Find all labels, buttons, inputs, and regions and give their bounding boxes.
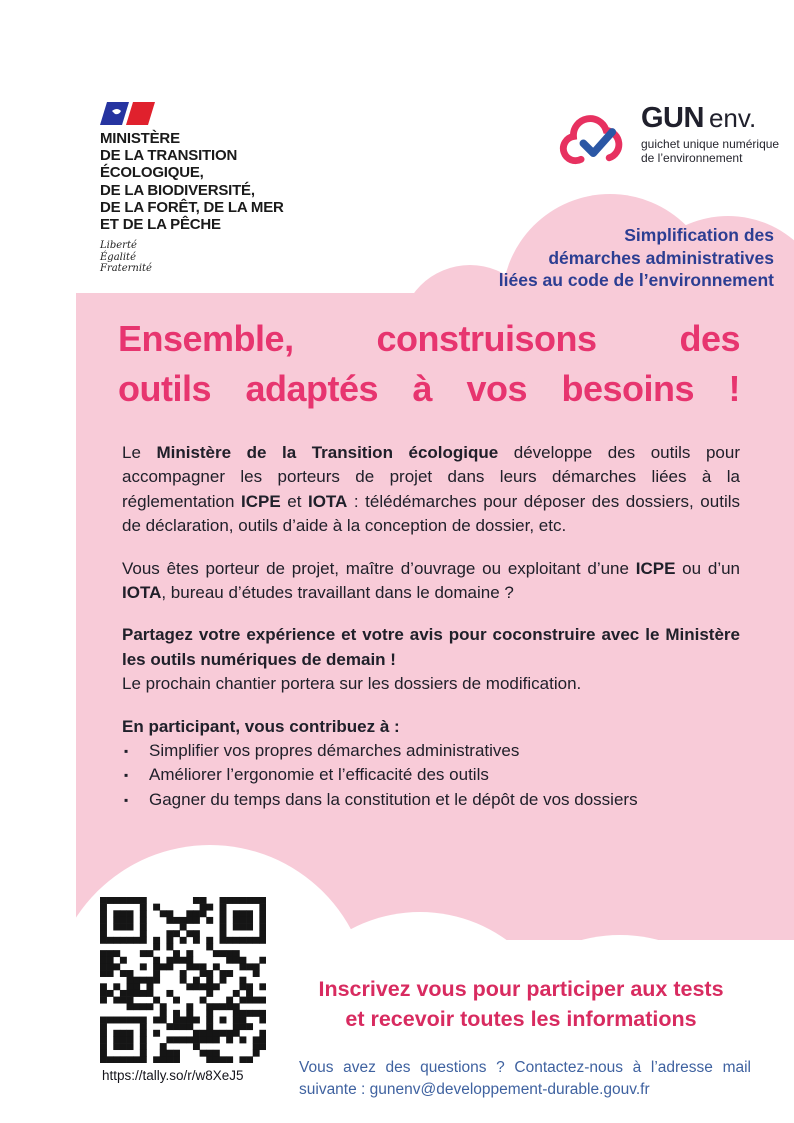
ministry-name-line: DE LA TRANSITION: [100, 147, 238, 165]
ministry-name-line: ÉCOLOGIQUE,: [100, 164, 204, 182]
signup-cta-line2: et recevoir toutes les informations: [345, 1007, 697, 1031]
gun-wordmark: [641, 100, 779, 165]
banner-line: liées au code de l’environnement: [498, 270, 774, 290]
gun-logo: [556, 100, 779, 170]
main-title-line2: outils adaptés à vos besoins !: [118, 368, 740, 409]
cloud-banner: [404, 224, 774, 292]
gun-subtitle-line: de l’environnement: [641, 151, 743, 165]
motto-line: Liberté: [100, 240, 137, 252]
ministry-name: [100, 130, 284, 233]
benefits-list: [122, 739, 740, 812]
contact-text: [299, 1057, 751, 1101]
list-item: ▪ Gagner du temps dans la constitution et le dépôt de vos dossiers: [122, 788, 740, 812]
cloud-check-icon: [556, 100, 632, 170]
list-item: ▪ Améliorer l’ergonomie et l’efficacité des outils: [122, 763, 740, 787]
republic-motto: [100, 240, 284, 275]
ministry-name-line: MINISTÈRE: [100, 130, 180, 147]
qr-url-link[interactable]: https://tally.so/r/w8XeJ5: [102, 1068, 244, 1083]
banner-line: démarches administratives: [548, 247, 774, 268]
contact-question: Vous avez des questions ? Contactez-nous à l’adresse mail suivante :: [299, 1058, 751, 1098]
motto-line: Fraternité: [100, 263, 152, 275]
main-title: [118, 314, 740, 414]
motto-line: Égalité: [100, 251, 136, 263]
share-cta-paragraph: Partagez votre expérience et votre avis pour coconstruire avec le Ministère les outils numériques de demain !: [122, 625, 740, 669]
signup-cta-line1: Inscrivez vous pour participer aux tests: [318, 977, 724, 1001]
main-title-line1: Ensemble, construisons des: [118, 318, 740, 359]
next-project-paragraph: Le prochain chantier portera sur les dossiers de modification.: [122, 674, 582, 694]
french-flag-icon: [100, 102, 160, 125]
ministry-logo: [100, 102, 284, 275]
intro-paragraph: Le Ministère de la Transition écologique développe des outils pour accompagner les porteurs de projet dans leurs démarches liées à la réglementation ICPE et IOTA : télédémarches pour déposer des dossiers, outils de déclaration, outils d’aide à la conception de dossier, etc.: [122, 443, 740, 536]
contact-email-link[interactable]: gunenv@developpement-durable.gouv.fr: [369, 1080, 650, 1098]
gun-wordmark-light: env.: [708, 103, 757, 133]
qr-code[interactable]: [100, 897, 266, 1063]
ministry-name-line: DE LA BIODIVERSITÉ,: [100, 181, 255, 199]
gun-wordmark-bold: GUN: [641, 102, 704, 134]
audience-paragraph: Vous êtes porteur de projet, maître d’ouvrage ou exploitant d’une ICPE ou d’un IOTA, bureau d’études travaillant dans le domaine ?: [122, 558, 740, 603]
body-text: [122, 441, 740, 812]
banner-line: Simplification des: [624, 225, 774, 245]
gun-subtitle-line: guichet unique numérique: [641, 137, 780, 151]
signup-cta: [290, 974, 752, 1034]
ministry-name-line: DE LA FORÊT, DE LA MER: [100, 198, 284, 216]
list-item: ▪ Simplifier vos propres démarches administratives: [122, 739, 740, 763]
participation-heading: En participant, vous contribuez à :: [122, 716, 400, 736]
gun-subtitle: [641, 137, 779, 165]
ministry-name-line: ET DE LA PÊCHE: [100, 216, 221, 234]
